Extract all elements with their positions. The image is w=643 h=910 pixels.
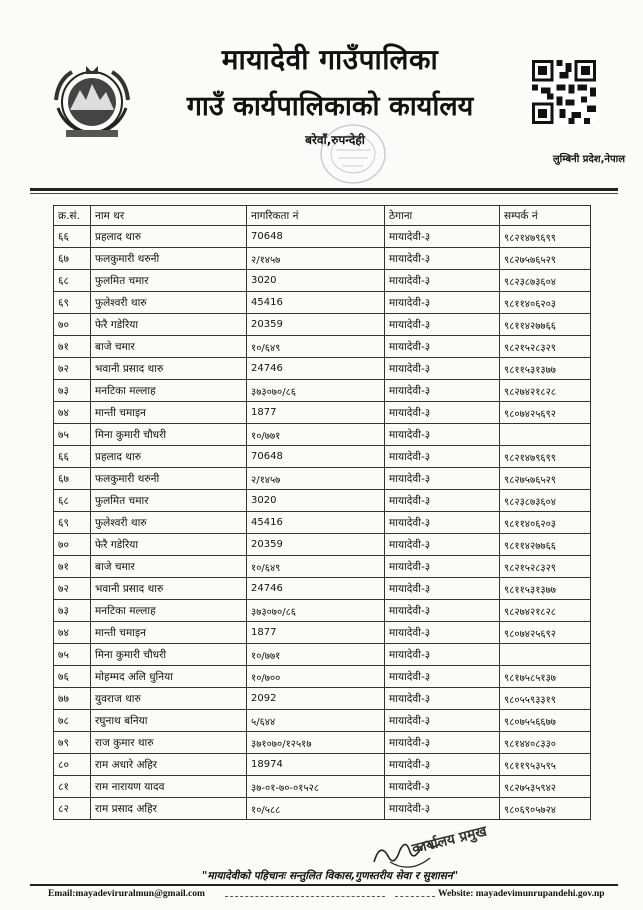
cell-contact: ९८२३८७३६०४: [500, 270, 591, 292]
cell-citizenship: ३७३०७०/८६: [247, 600, 385, 622]
cell-address: मायादेवी-३: [385, 732, 500, 754]
cell-citizenship: 2092: [247, 688, 385, 710]
cell-name: मनटिका मल्लाह: [91, 600, 247, 622]
cell-contact: ९८२१४७९६९९: [500, 446, 591, 468]
cell-serial: ७५: [54, 644, 91, 666]
cell-serial: ६८: [54, 270, 91, 292]
cell-citizenship: ३७३०७०/८६: [247, 380, 385, 402]
table-row: [54, 468, 591, 490]
office-location: बरेवाँ,रुपन्देही: [305, 133, 365, 147]
cell-serial: ७८: [54, 710, 91, 732]
cell-name: मान्ती चमाइन: [91, 622, 247, 644]
table-row: [54, 754, 591, 776]
cell-address: मायादेवी-३: [385, 644, 500, 666]
cell-serial: ७१: [54, 336, 91, 358]
nepal-emblem-icon: [52, 60, 132, 140]
table-row: [54, 666, 591, 688]
header-serial: क्र.सं.: [54, 206, 91, 226]
cell-contact: ९८२७४२१८२८: [500, 380, 591, 402]
cell-citizenship: 20359: [247, 534, 385, 556]
cell-address: मायादेवी-३: [385, 776, 500, 798]
cell-serial: ६७: [54, 468, 91, 490]
footer-website: Website: mayadevimunrupandehi.gov.np: [438, 889, 605, 899]
table-row: [54, 556, 591, 578]
cell-contact: ९८२३८७३६०४: [500, 490, 591, 512]
cell-serial: ६९: [54, 512, 91, 534]
office-stamp-icon: [318, 122, 388, 186]
cell-serial: ६९: [54, 292, 91, 314]
cell-address: मायादेवी-३: [385, 578, 500, 600]
signatory-title: कार्यालय प्रमुख: [410, 823, 489, 858]
cell-serial: ८२: [54, 798, 91, 820]
cell-name: बाजे चमार: [91, 556, 247, 578]
table-row: [54, 512, 591, 534]
cell-address: मायादेवी-३: [385, 600, 500, 622]
cell-contact: ९८११४२७७६६: [500, 534, 591, 556]
cell-address: मायादेवी-३: [385, 490, 500, 512]
cell-serial: ७४: [54, 622, 91, 644]
cell-address: मायादेवी-३: [385, 314, 500, 336]
table-row: [54, 336, 591, 358]
cell-name: फुलमित चमार: [91, 490, 247, 512]
cell-serial: ७३: [54, 600, 91, 622]
table-row: [54, 248, 591, 270]
cell-citizenship: १०/७७१: [247, 424, 385, 446]
municipality-title: मायादेवी गाउँपालिका: [221, 43, 439, 76]
table-header-row: [54, 206, 591, 226]
cell-name: युवराज थारु: [91, 688, 247, 710]
cell-contact: ९८२७५७६५२९: [500, 248, 591, 270]
table-row: [54, 710, 591, 732]
province-label: लुम्बिनी प्रदेश,नेपाल: [552, 154, 625, 165]
header-rule: [30, 188, 618, 191]
cell-citizenship: १०/७००: [247, 666, 385, 688]
cell-serial: ६६: [54, 226, 91, 248]
cell-address: मायादेवी-३: [385, 446, 500, 468]
cell-serial: ७९: [54, 732, 91, 754]
table-row: [54, 688, 591, 710]
cell-contact: ९८२७४२१८२८: [500, 600, 591, 622]
cell-citizenship: ३७-०१-७०-०१५२८: [247, 776, 385, 798]
cell-address: मायादेवी-३: [385, 556, 500, 578]
footer-rule: [30, 884, 618, 886]
table-row: [54, 402, 591, 424]
qr-code-icon: [532, 60, 596, 124]
cell-contact: ९८०७४२५६९२: [500, 622, 591, 644]
cell-citizenship: २/१४५७: [247, 248, 385, 270]
cell-citizenship: ५/६४४: [247, 710, 385, 732]
cell-contact: ९८०५५९३३१९: [500, 688, 591, 710]
cell-contact: ९८११५३१३७७: [500, 578, 591, 600]
cell-address: मायादेवी-३: [385, 248, 500, 270]
cell-name: रघुनाथ बनिया: [91, 710, 247, 732]
cell-serial: ६६: [54, 446, 91, 468]
cell-address: मायादेवी-३: [385, 270, 500, 292]
cell-serial: ७२: [54, 578, 91, 600]
cell-name: फुलेश्वरी थारु: [91, 292, 247, 314]
cell-address: मायादेवी-३: [385, 754, 500, 776]
cell-address: मायादेवी-३: [385, 512, 500, 534]
table-row: [54, 424, 591, 446]
cell-name: फलकुमारी थरुनी: [91, 248, 247, 270]
table-row: [54, 270, 591, 292]
header-rule-thin: [30, 193, 618, 194]
cell-serial: ७६: [54, 666, 91, 688]
header-contact: सम्पर्क नं: [500, 206, 591, 226]
table-row: [54, 490, 591, 512]
table-row: [54, 600, 591, 622]
cell-contact: [500, 644, 591, 666]
table-row: [54, 292, 591, 314]
cell-address: मायादेवी-३: [385, 226, 500, 248]
cell-name: राज कुमार थारु: [91, 732, 247, 754]
cell-citizenship: 24746: [247, 578, 385, 600]
cell-contact: ९८०७५५६६७७: [500, 710, 591, 732]
cell-citizenship: २/१४५७: [247, 468, 385, 490]
cell-name: फुलमित चमार: [91, 270, 247, 292]
cell-serial: ७२: [54, 358, 91, 380]
cell-contact: ९८११४०६२०३: [500, 292, 591, 314]
cell-citizenship: १०/६४९: [247, 556, 385, 578]
cell-contact: ९८११९५३५९५: [500, 754, 591, 776]
cell-name: भवानी प्रसाद थारु: [91, 358, 247, 380]
cell-contact: ९८२७५३५९४२: [500, 776, 591, 798]
cell-citizenship: १०/६४९: [247, 336, 385, 358]
cell-citizenship: 3020: [247, 490, 385, 512]
cell-serial: ७७: [54, 688, 91, 710]
cell-serial: ७४: [54, 402, 91, 424]
table-row: [54, 226, 591, 248]
cell-name: फलकुमारी थरुनी: [91, 468, 247, 490]
cell-name: राम प्रसाद अहिर: [91, 798, 247, 820]
cell-contact: ९८११४२७७६६: [500, 314, 591, 336]
cell-name: मनटिका मल्लाह: [91, 380, 247, 402]
cell-citizenship: १०/७७१: [247, 644, 385, 666]
table-row: [54, 622, 591, 644]
cell-citizenship: 20359: [247, 314, 385, 336]
cell-name: फुलेश्वरी थारु: [91, 512, 247, 534]
cell-serial: ८०: [54, 754, 91, 776]
cell-contact: ९८२७५७६५२९: [500, 468, 591, 490]
cell-serial: ७०: [54, 314, 91, 336]
cell-citizenship: 1877: [247, 622, 385, 644]
cell-citizenship: 70648: [247, 446, 385, 468]
header-citizenship: नागरिकता नं: [247, 206, 385, 226]
cell-name: मिना कुमारी चौधरी: [91, 644, 247, 666]
table-row: [54, 534, 591, 556]
office-title: गाउँ कार्यपालिकाको कार्यालय: [186, 91, 474, 122]
cell-address: मायादेवी-३: [385, 622, 500, 644]
cell-contact: [500, 424, 591, 446]
footer-motto: "मायादेवीको पहिचानः सन्तुलित विकास,गुणस्तरीय सेवा र सुशासन": [201, 870, 459, 882]
cell-address: मायादेवी-३: [385, 402, 500, 424]
cell-name: प्रहलाद थारु: [91, 226, 247, 248]
footer-email: Email:mayadeviruralmun@gmail.com: [48, 889, 205, 899]
cell-contact: ९८०७४२५६९२: [500, 402, 591, 424]
beneficiary-table: [53, 205, 591, 820]
table-row: [54, 578, 591, 600]
cell-contact: ९८०६९०५७२४: [500, 798, 591, 820]
cell-address: मायादेवी-३: [385, 710, 500, 732]
cell-name: राम अधारे अहिर: [91, 754, 247, 776]
cell-contact: ९८११५३१३७७: [500, 358, 591, 380]
header-address: ठेगाना: [385, 206, 500, 226]
cell-address: मायादेवी-३: [385, 358, 500, 380]
cell-name: फेरै गडेरिया: [91, 534, 247, 556]
cell-address: मायादेवी-३: [385, 666, 500, 688]
table-row: [54, 644, 591, 666]
table-row: [54, 776, 591, 798]
cell-serial: ७१: [54, 556, 91, 578]
cell-citizenship: 3020: [247, 270, 385, 292]
cell-contact: ९८२१५२८३२९: [500, 336, 591, 358]
cell-address: मायादेवी-३: [385, 798, 500, 820]
cell-name: मान्ती चमाइन: [91, 402, 247, 424]
cell-address: मायादेवी-३: [385, 688, 500, 710]
footer-dash-right: [395, 896, 435, 897]
table-row: [54, 314, 591, 336]
cell-citizenship: 24746: [247, 358, 385, 380]
table-row: [54, 732, 591, 754]
cell-address: मायादेवी-३: [385, 534, 500, 556]
cell-citizenship: 45416: [247, 512, 385, 534]
cell-citizenship: १०/५८८: [247, 798, 385, 820]
cell-serial: ७३: [54, 380, 91, 402]
cell-name: प्रहलाद थारु: [91, 446, 247, 468]
cell-address: मायादेवी-३: [385, 424, 500, 446]
cell-address: मायादेवी-३: [385, 468, 500, 490]
cell-contact: ९८२१४७९६९९: [500, 226, 591, 248]
cell-serial: ६७: [54, 248, 91, 270]
table-row: [54, 358, 591, 380]
table-row: [54, 798, 591, 820]
cell-address: मायादेवी-३: [385, 336, 500, 358]
cell-serial: ८१: [54, 776, 91, 798]
cell-serial: ७५: [54, 424, 91, 446]
footer-dash-left: [225, 896, 385, 897]
header-name: नाम थर: [91, 206, 247, 226]
cell-name: फेरै गडेरिया: [91, 314, 247, 336]
cell-name: मोहम्मद अलि धुनिया: [91, 666, 247, 688]
cell-contact: ९८११४०६२०३: [500, 512, 591, 534]
cell-citizenship: 70648: [247, 226, 385, 248]
cell-address: मायादेवी-३: [385, 380, 500, 402]
table-row: [54, 380, 591, 402]
cell-name: मिना कुमारी चौधरी: [91, 424, 247, 446]
cell-citizenship: ३७१०७०/१२५१७: [247, 732, 385, 754]
cell-serial: ७०: [54, 534, 91, 556]
cell-address: मायादेवी-३: [385, 292, 500, 314]
cell-citizenship: 18974: [247, 754, 385, 776]
cell-name: बाजे चमार: [91, 336, 247, 358]
cell-name: राम नारायण यादव: [91, 776, 247, 798]
cell-name: भवानी प्रसाद थारु: [91, 578, 247, 600]
cell-contact: ९८१७५८५१३७: [500, 666, 591, 688]
cell-contact: ९८२१५२८३२९: [500, 556, 591, 578]
cell-contact: ९८१४४०८३३०: [500, 732, 591, 754]
cell-serial: ६८: [54, 490, 91, 512]
cell-citizenship: 1877: [247, 402, 385, 424]
cell-citizenship: 45416: [247, 292, 385, 314]
table-row: [54, 446, 591, 468]
